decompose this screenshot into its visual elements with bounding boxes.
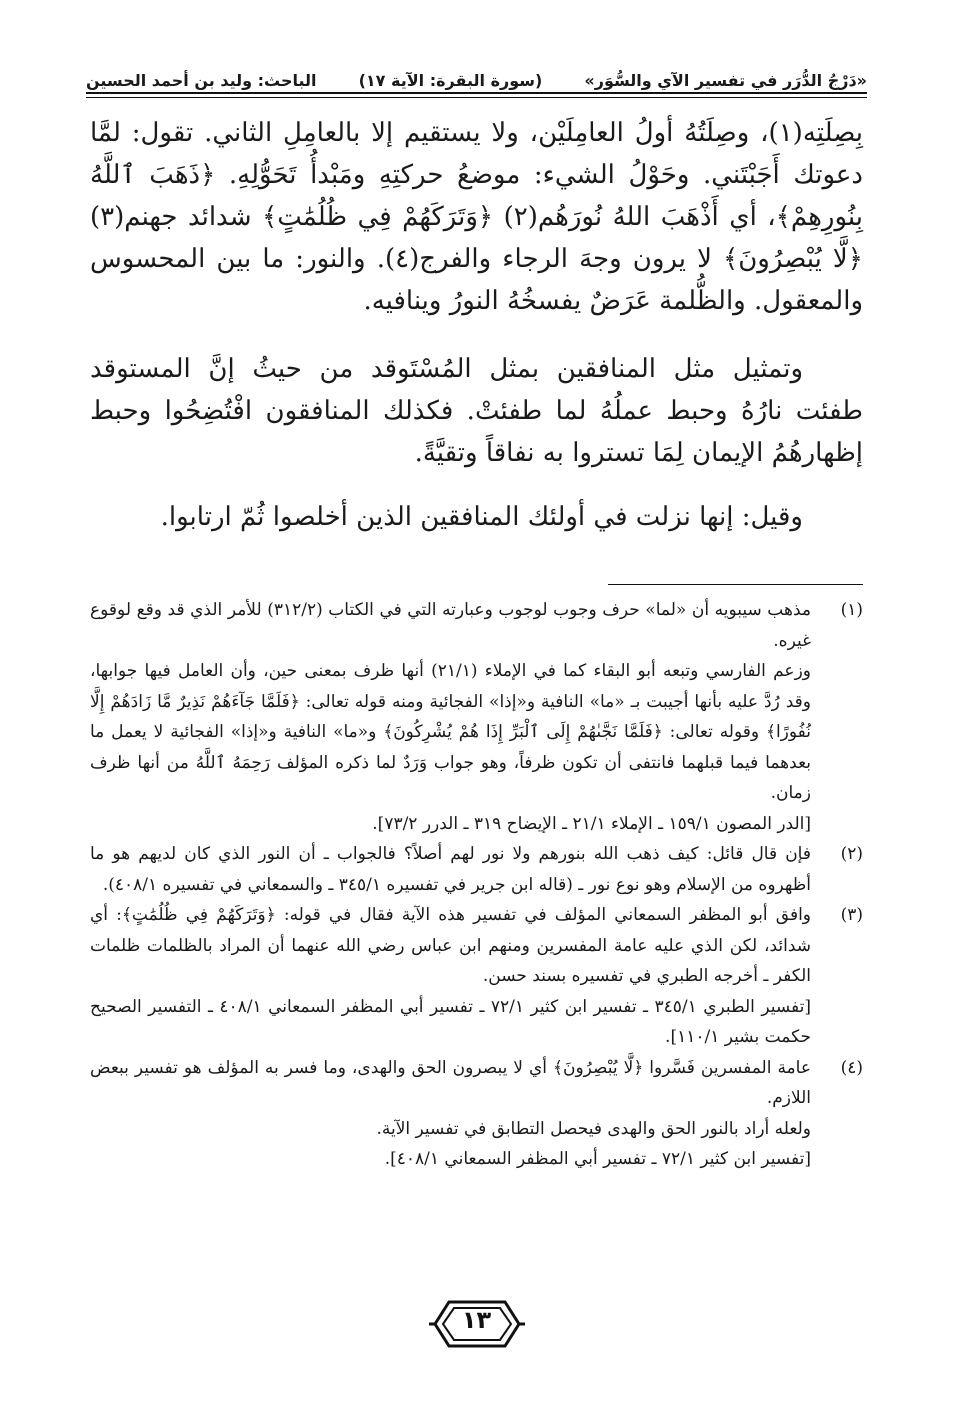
main-text — [90, 112, 863, 560]
footnote-4 — [90, 1053, 863, 1175]
footnote-number: (١) — [840, 600, 863, 620]
page-number-ornament — [427, 1296, 527, 1352]
footnote-number: (٤) — [840, 1057, 863, 1078]
footnote-number: (٣) — [840, 905, 863, 925]
footnote-paragraph: فإن قال قائل: كيف ذهب الله بنورهم ولا نور لهم أصلاً؟ فالجواب ـ أن النور الذي كان لديهم هو ما أظهروه من الإسلام وهو نوع نور ـ (قاله ابن جرير في تفسيره ٣٤٥/١ ـ والسمعاني في تفسيره ٤٠٨/١). — [90, 844, 811, 895]
footnote-paragraph: وافق أبو المظفر السمعاني المؤلف في تفسير هذه الآية فقال في قوله: ﴿وَتَرَكَهُمْ فِي ظُلُمَٰتٍ﴾: أي شدائد، لكن الذي عليه عامة المفسرين ومنهم ابن عباس رضي الله عنهما أن المراد بالظلمات ظلمات الكفر ـ أخرجه الطبري في تفسيره بسند حسن. — [90, 905, 811, 986]
footnote-references: [الدر المصون ١٥٩/١ ـ الإملاء ٢١/١ ـ الإيضاح ٣١٩ ـ الدرر ٧٣/٢]. — [372, 813, 811, 834]
footnote-2 — [90, 839, 863, 900]
body-paragraph: وقيل: إنها نزلت في أولئك المنافقين الذين أخلصوا ثُمّ ارتابوا. — [160, 502, 803, 532]
page-number: ١٣ — [461, 1306, 492, 1334]
header-rule-thick — [86, 92, 867, 94]
footnote-references: [تفسير الطبري ٣٤٥/١ ـ تفسير ابن كثير ٧٢/١ ـ تفسير أبي المظفر السمعاني ٤٠٨/١ ـ التفسير الصحيح حكمت بشير ١١٠/١]. — [90, 996, 811, 1047]
footnote-3 — [90, 900, 863, 1053]
header-researcher-name: الباحث: وليد بن أحمد الحسين — [86, 71, 317, 90]
body-paragraph: وتمثيل مثل المنافقين بمثل المُسْتَوقد من حيثُ إنَّ المستوقد طفئت نارُهُ وحبط عملُهُ لما طفئتْ. فكذلك المنافقون افْتُضِحُوا وحبط إظهارهُمُ الإيمان لِمَا تستروا به نفاقاً وتقيَّةً. — [90, 354, 863, 468]
running-header — [86, 52, 867, 90]
footnote-number: (٢) — [840, 844, 863, 864]
footnote-references: [تفسير ابن كثير ٧٢/١ ـ تفسير أبي المظفر السمعاني ٤٠٨/١]. — [384, 1149, 811, 1169]
header-rule-thin — [86, 97, 867, 98]
header-book-title: «دَرْجُ الدُّرَر في تفسير الآي والسُّوَر» — [584, 71, 867, 90]
footnotes — [90, 595, 863, 1175]
header-surah-reference: (سورة البقرة: الآية ١٧) — [358, 71, 543, 90]
body-paragraph: بِصِلَتِه(١)، وصِلَتُهُ أولُ العامِلَيْن، ولا يستقيم إلا بالعامِلِ الثاني. تقول: لمَّا دعوتك أَجَبْتَني. وحَوْلُ الشيء: موضعُ حركتِهِ ومَبْدأُ تَحَوُّلِهِ. ﴿ذَهَبَ ٱللَّهُ بِنُورِهِمْ﴾، أي أَذْهَبَ اللهُ نُورَهُم(٢) ﴿وَتَرَكَهُمْ فِي ظُلُمَٰتٍ﴾ شدائد جهنم(٣) ﴿لَّا يُبْصِرُونَ﴾ لا يرون وجهَ الرجاء والفرج(٤). والنور: ما بين المحسوس والمعقول. والظُّلمة عَرَضٌ يفسخُهُ النورُ وينافيه. — [90, 118, 864, 316]
footnote-paragraph: ولعله أراد بالنور الحق والهدى فيحصل التطابق في تفسير الآية. — [376, 1118, 811, 1139]
footnote-1 — [90, 595, 863, 839]
footnote-paragraph: مذهب سيبويه أن «لما» حرف وجوب لوجوب وعبارته التي في الكتاب (٣١٢/٢) للأمر الذي قد وقع لوقوع غيره. — [90, 600, 811, 651]
footnote-paragraph: عامة المفسرين فَسَّروا ﴿لَّا يُبْصِرُونَ﴾ أي لا يبصرون الحق والهدى، وما فسر به المؤلف هو تفسير ببعض اللازم. — [90, 1057, 811, 1108]
footnote-paragraph: وزعم الفارسي وتبعه أبو البقاء كما في الإملاء (٢١/١) أنها ظرف بمعنى حين، وأن العامل فيها جوابها، وقد رُدَّ عليه بأنها أجيبت بـ «ما» النافية و«إذا» الفجائية ومنه قوله تعالى: ﴿فَلَمَّا جَآءَهُمْ نَذِيرٌ مَّا زَادَهُمْ إِلَّا نُفُورًا﴾ وقوله تعالى: ﴿فَلَمَّا نَجَّىٰهُمْ إِلَى ٱلْبَرِّ إِذَا هُمْ يُشْرِكُونَ﴾ و«ما» النافية و«إذا» الفجائية لا يعمل ما بعدهما فيما قبلهما فانتفى أن تكون ظرفاً، وهو جواب وَرَدٌ لما ذكره المؤلف رَحِمَهُ ٱللَّهُ من أنها ظرف زمان. — [90, 661, 811, 803]
footnote-separator — [608, 584, 863, 585]
